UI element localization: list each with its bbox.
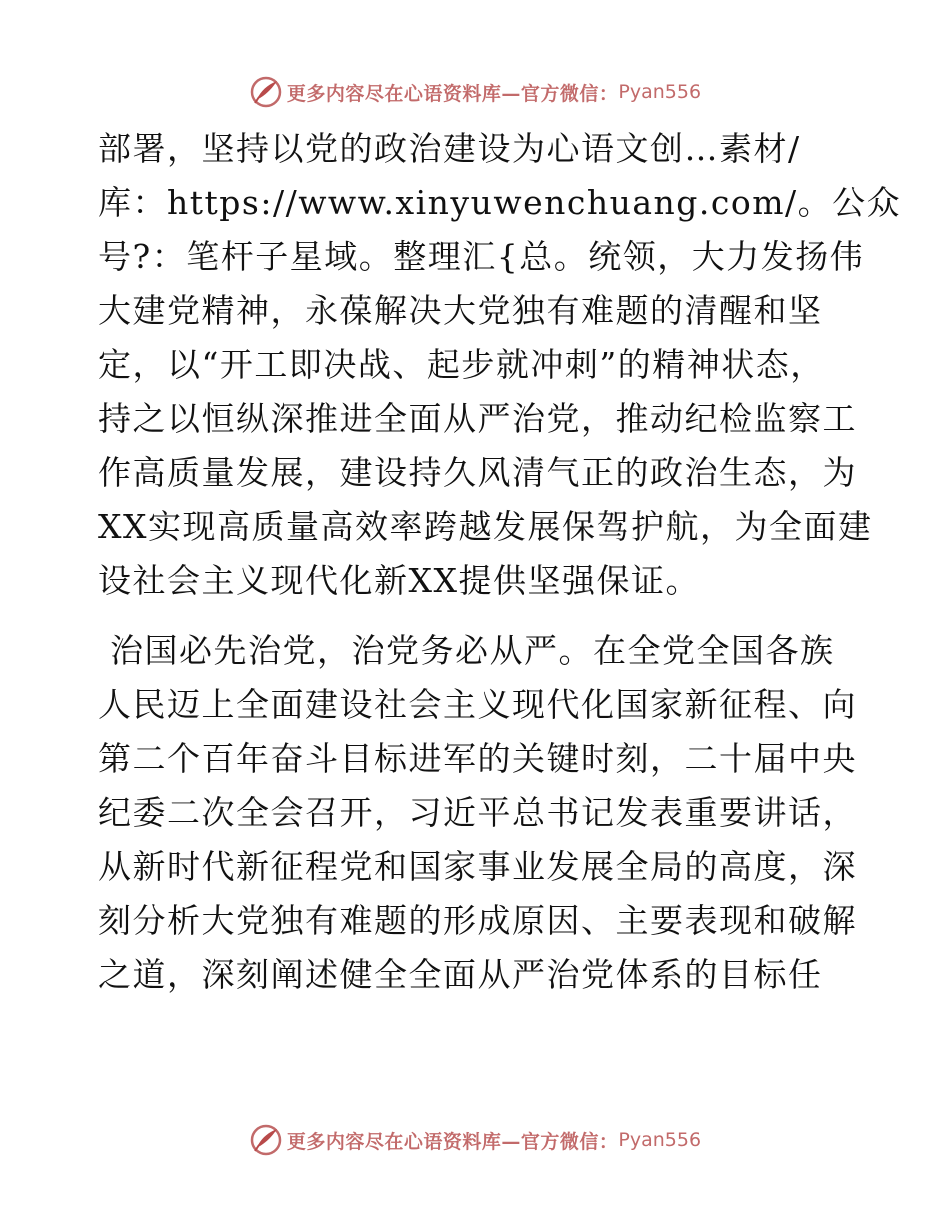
footer-banner xyxy=(0,1120,950,1160)
text-line: 部署，坚持以党的政治建设为心语文创…素材/ xyxy=(98,129,801,168)
footer-banner-text: 更多内容尽在心语资料库—官方微信： xyxy=(286,1130,619,1153)
text-line: 治国必先治党，治党务必从严。在全党全国各族 xyxy=(98,631,835,670)
text-line: 从新时代新征程党和国家事业发展全局的高度，深 xyxy=(98,847,857,886)
text-line: 库：https://www.xinyuwenchuang.com/。公众 xyxy=(98,183,902,222)
text-line: 持之以恒纵深推进全面从严治党，推动纪检监察工 xyxy=(98,399,857,438)
header-wechat-id: Pyan556 xyxy=(618,81,702,103)
text-line: 号?：笔杆子星域。整理汇{总。统领，大力发扬伟 xyxy=(98,237,865,276)
paragraph-gap xyxy=(98,608,858,624)
footer-wechat-id: Pyan556 xyxy=(618,1129,702,1151)
quill-circle-logo-icon xyxy=(249,75,283,109)
quill-circle-logo-icon xyxy=(249,1123,283,1157)
paragraph-1 xyxy=(98,122,902,608)
text-line: 第二个百年奋斗目标进军的关键时刻，二十届中央 xyxy=(98,739,857,778)
text-line: 刻分析大党独有难题的形成原因、主要表现和破解 xyxy=(98,901,857,940)
text-line: 纪委二次全会召开，习近平总书记发表重要讲话， xyxy=(98,793,857,832)
text-line: 之道，深刻阐述健全全面从严治党体系的目标任 xyxy=(98,955,823,994)
text-line: 定，以“开工即决战、起步就冲刺”的精神状态， xyxy=(98,345,825,384)
paragraph-2 xyxy=(98,624,858,1002)
text-line: XX实现高质量高效率跨越发展保驾护航，为全面建 xyxy=(98,507,873,546)
document-body xyxy=(98,122,902,1002)
text-line: 作高质量发展，建设持久风清气正的政治生态，为 xyxy=(98,453,857,492)
text-line: 人民迈上全面建设社会主义现代化国家新征程、向 xyxy=(98,685,857,724)
header-banner-text: 更多内容尽在心语资料库—官方微信： xyxy=(286,82,619,105)
text-line: 设社会主义现代化新XX提供坚强保证。 xyxy=(98,561,700,600)
header-banner xyxy=(0,72,950,112)
text-line: 大建党精神，永葆解决大党独有难题的清醒和坚 xyxy=(98,291,823,330)
